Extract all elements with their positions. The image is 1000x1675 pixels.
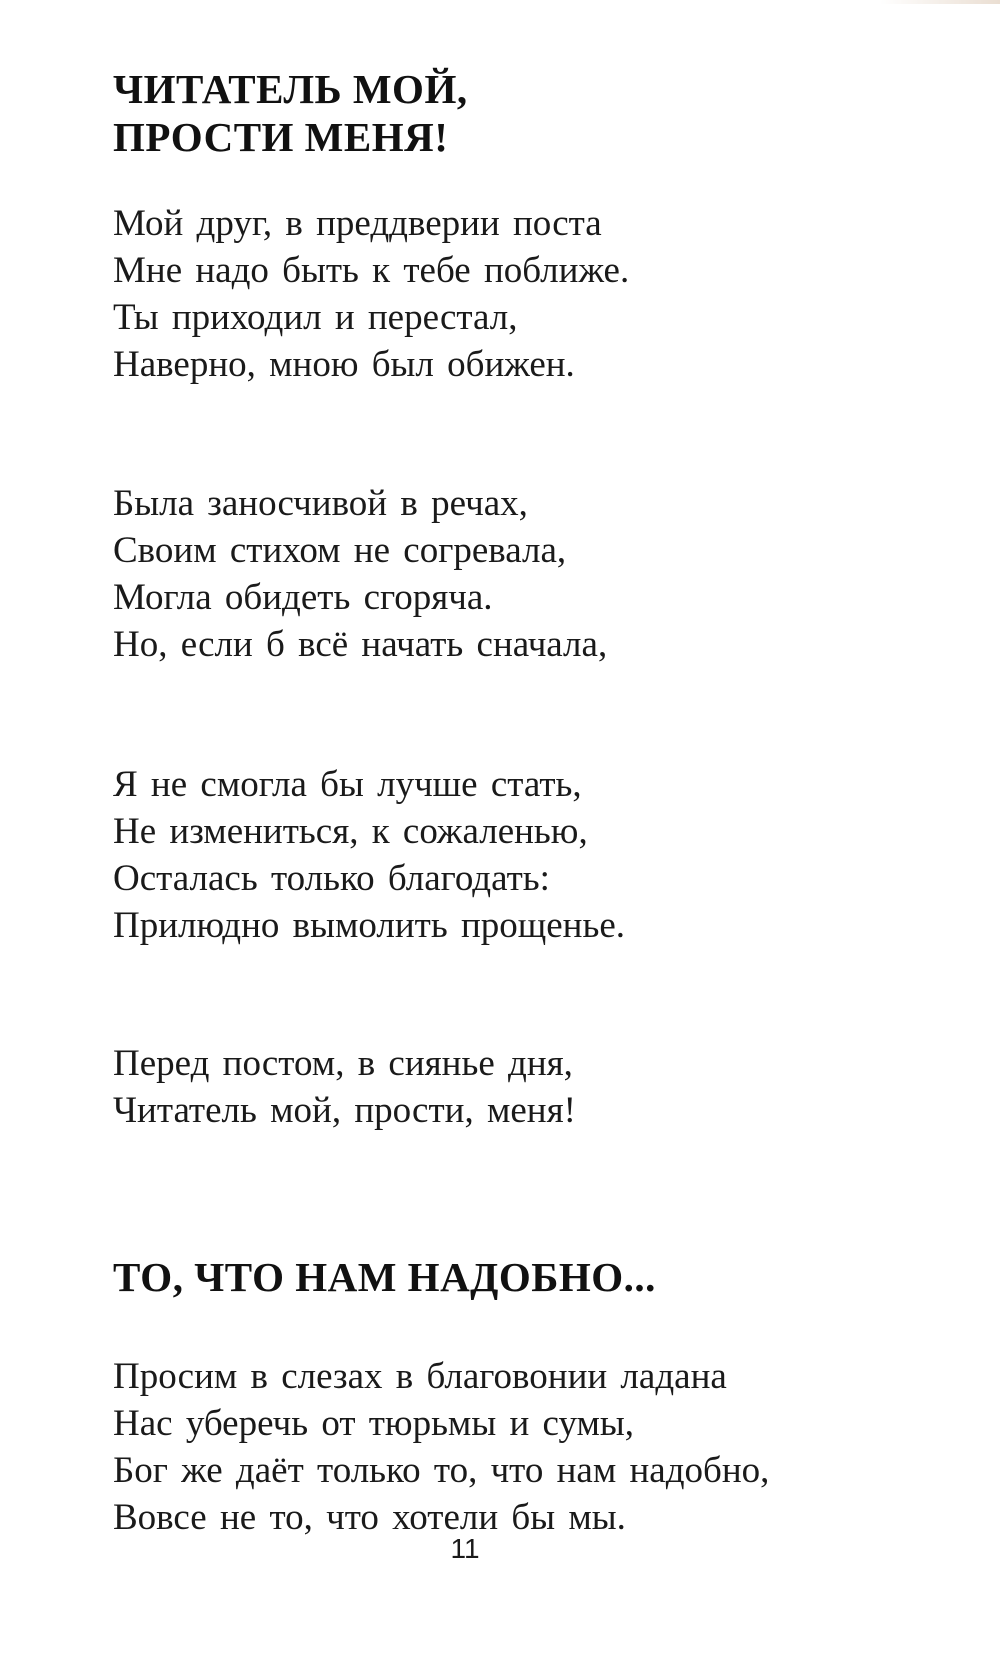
verse-line: Нас уберечь от тюрьмы и сумы, (113, 1403, 634, 1444)
verse-line: Читатель мой, прости, меня! (113, 1090, 576, 1131)
title-line: ПРОСТИ МЕНЯ! (113, 114, 449, 160)
verse-line: Просим в слезах в благовонии ладана (113, 1356, 727, 1397)
stanza (113, 1353, 769, 1541)
verse-line: Но, если б всё начать сначала, (113, 624, 608, 665)
verse-line: Перед постом, в сиянье дня, (113, 1043, 573, 1084)
verse-line: Своим стихом не согревала, (113, 530, 567, 571)
verse-line: Бог же даёт только то, что нам надобно, (113, 1450, 770, 1491)
verse-line: Вовсе не то, что хотели бы мы. (113, 1497, 626, 1538)
stanza (113, 1040, 576, 1134)
verse-line: Осталась только благодать: (113, 858, 550, 899)
verse-line: Была заносчивой в речах, (113, 483, 528, 524)
page-number: 11 (450, 1533, 480, 1564)
verse-line: Ты приходил и перестал, (113, 297, 518, 338)
verse-line: Я не смогла бы лучше стать, (113, 764, 582, 805)
stanza (113, 480, 607, 668)
verse-line: Могла обидеть сгоряча. (113, 577, 493, 618)
verse-line: Мой друг, в преддверии поста (113, 203, 602, 244)
poem-title (113, 1253, 656, 1301)
page-edge-shadow (880, 0, 1000, 4)
poem-title (113, 65, 468, 161)
verse-line: Не измениться, к сожаленью, (113, 811, 588, 852)
verse-line: Прилюдно вымолить прощенье. (113, 905, 625, 946)
stanza (113, 761, 625, 949)
title-line: ЧИТАТЕЛЬ МОЙ, (113, 66, 468, 112)
verse-line: Мне надо быть к тебе поближе. (113, 250, 630, 291)
stanza (113, 200, 629, 388)
verse-line: Наверно, мною был обижен. (113, 344, 575, 385)
title-line: ТО, ЧТО НАМ НАДОБНО... (113, 1254, 656, 1300)
